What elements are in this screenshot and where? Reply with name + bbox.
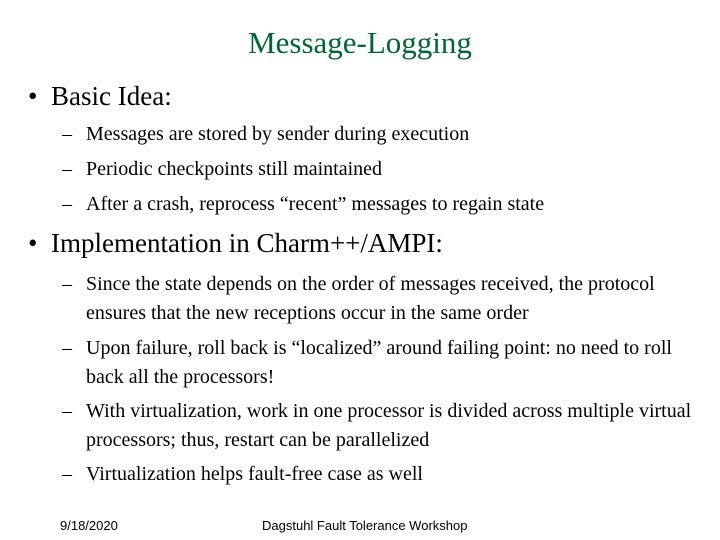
sub-bullet-text: Since the state depends on the order of messages received, the protocol ensures that the new receptions occur in the same order (86, 273, 655, 324)
dash-marker: – (62, 337, 72, 359)
bullet-heading: Implementation in Charm++/AMPI: (51, 228, 443, 258)
dash-marker: – (62, 193, 72, 215)
slide-title: Message-Logging (248, 25, 472, 60)
dash-marker: – (62, 273, 72, 295)
sub-bullet-item (62, 190, 706, 219)
bullet-dot: • (28, 228, 38, 258)
bullet-heading: Basic Idea: (51, 81, 172, 111)
sub-bullet-text: Virtualization helps fault-free case as well (86, 463, 423, 485)
bullet-basic-idea (28, 80, 172, 112)
sub-bullet-item (62, 334, 706, 392)
sub-bullet-item (62, 460, 706, 489)
sub-bullet-text: With virtualization, work in one processor is divided across multiple virtual processors; thus, restart can be parallelized (86, 400, 692, 451)
bullet-implementation (28, 227, 443, 259)
sub-bullet-text: Periodic checkpoints still maintained (86, 158, 383, 180)
dash-marker: – (62, 463, 72, 485)
sub-bullet-item (62, 397, 706, 455)
sub-bullet-text: Messages are stored by sender during execution (86, 123, 470, 145)
bullet-dot: • (28, 81, 38, 111)
footer-date: 9/18/2020 (60, 518, 118, 533)
dash-marker: – (62, 123, 72, 145)
sub-bullet-text: Upon failure, roll back is “localized” around failing point: no need to roll back all the processors! (86, 337, 672, 388)
footer-event-name: Dagstuhl Fault Tolerance Workshop (262, 518, 468, 533)
sub-bullet-text: After a crash, reprocess “recent” messages to regain state (86, 193, 545, 215)
dash-marker: – (62, 400, 72, 422)
sub-bullet-item (62, 270, 706, 328)
sub-bullet-item (62, 155, 706, 184)
dash-marker: – (62, 158, 72, 180)
sub-bullet-item (62, 120, 706, 149)
